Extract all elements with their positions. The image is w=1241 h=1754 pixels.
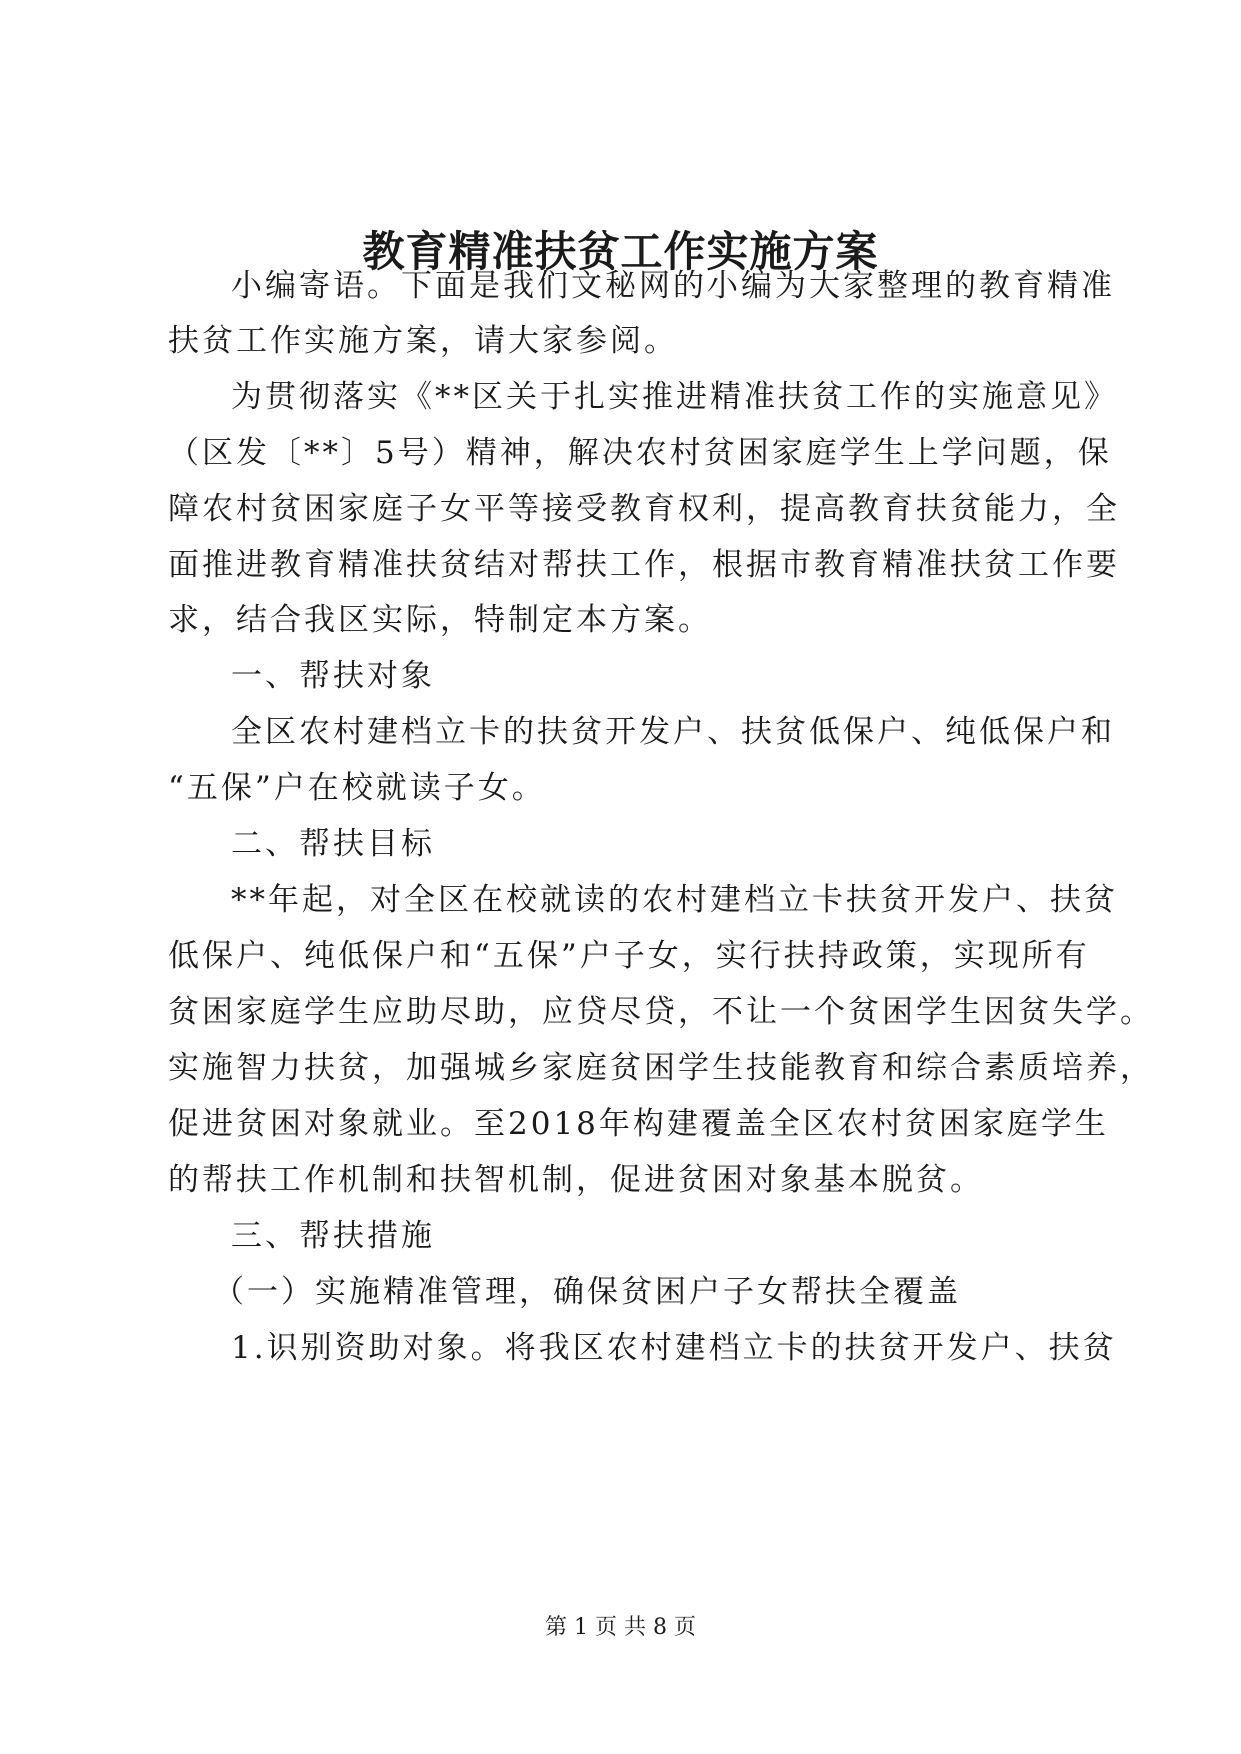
page-number: 第 1 页 共 8 页	[545, 1615, 696, 1640]
section-heading: 三、帮扶措施	[231, 1218, 435, 1254]
document-title: 教育精准扶贫工作实施方案	[362, 227, 879, 276]
paragraph-line: 为贯彻落实《**区关于扎实推进精准扶贫工作的实施意见》	[231, 379, 1118, 415]
paragraph-line: 全区农村建档立卡的扶贫开发户、扶贫低保户、纯低保户和	[231, 714, 1115, 750]
paragraph-line: 障农村贫困家庭子女平等接受教育权利，提高教育扶贫能力，全	[168, 491, 1120, 527]
paragraph-line: 小编寄语。下面是我们文秘网的小编为大家整理的教育精准	[231, 268, 1115, 304]
paragraph-line: 扶贫工作实施方案，请大家参阅。	[168, 323, 678, 359]
paragraph-line: 的帮扶工作机制和扶智机制，促进贫困对象基本脱贫。	[168, 1162, 984, 1198]
paragraph-line: **年起，对全区在校就读的农村建档立卡扶贫开发户、扶贫	[231, 882, 1118, 918]
paragraph-line: 贫困家庭学生应助尽助，应贷尽贷，不让一个贫困学生因贫失学。	[168, 994, 1154, 1030]
paragraph-line: “五保”户在校就读子女。	[168, 770, 546, 806]
paragraph-line: （区发〔**〕5号）精神，解决农村贫困家庭学生上学问题，保	[168, 435, 1112, 471]
paragraph-line: 求，结合我区实际，特制定本方案。	[168, 602, 712, 638]
paragraph-line: 1.识别资助对象。将我区农村建档立卡的扶贫开发户、扶贫	[231, 1330, 1117, 1366]
paragraph-line: 实施智力扶贫，加强城乡家庭贫困学生技能教育和综合素质培养，	[168, 1050, 1154, 1086]
section-heading: 二、帮扶目标	[231, 826, 435, 862]
subsection-heading: （一）实施精准管理，确保贫困户子女帮扶全覆盖	[213, 1274, 961, 1310]
section-heading: 一、帮扶对象	[231, 658, 435, 694]
paragraph-line: 促进贫困对象就业。至2018年构建覆盖全区农村贫困家庭学生	[168, 1106, 1109, 1142]
paragraph-line: 面推进教育精准扶贫结对帮扶工作，根据市教育精准扶贫工作要	[168, 547, 1120, 583]
paragraph-line: 低保户、纯低保户和“五保”户子女，实行扶持政策，实现所有	[168, 938, 1090, 974]
